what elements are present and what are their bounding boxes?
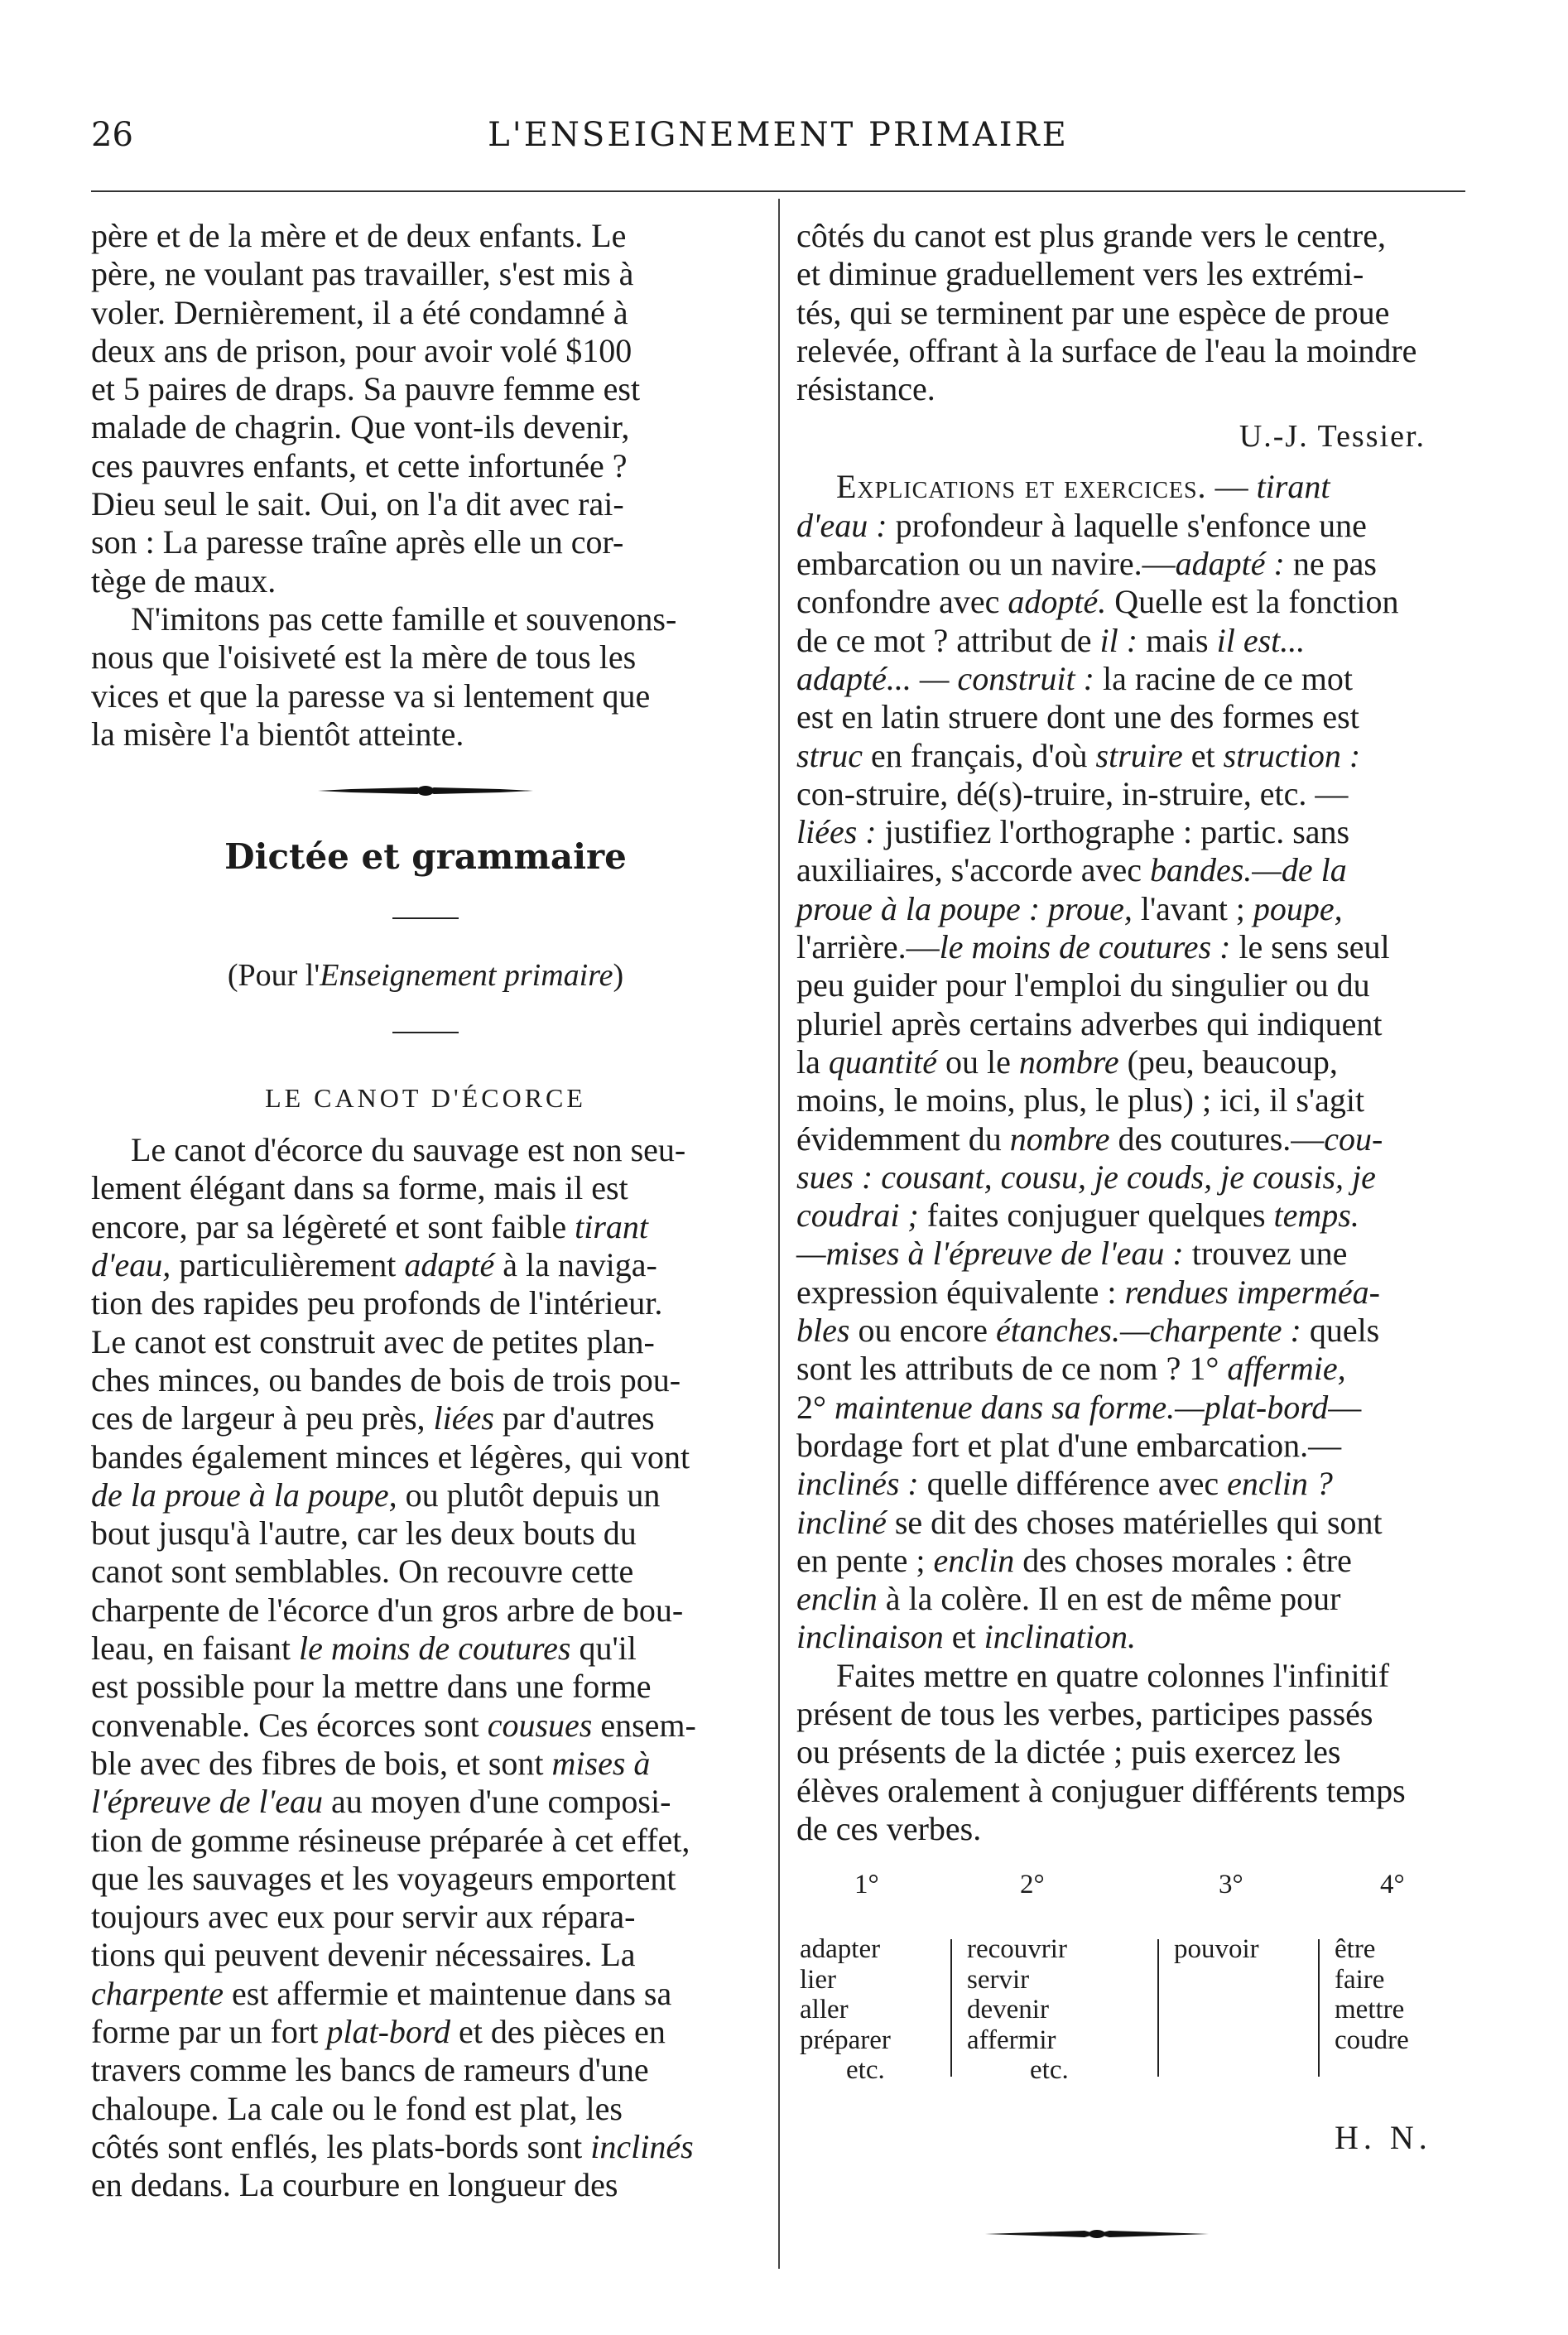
text-line: malade de chagrin. Que vont-ils devenir, — [91, 408, 630, 446]
table-divider — [1157, 1939, 1159, 2077]
text-line: 2° maintenue dans sa forme.—plat-bord— — [796, 1388, 1362, 1426]
running-title: L'ENSEIGNEMENT PRIMAIRE — [488, 116, 1069, 154]
short-rule — [392, 917, 459, 919]
text-line: l'épreuve de l'eau au moyen d'une composi- — [91, 1783, 671, 1821]
text-line: bordage fort et plat d'une embarcation.— — [796, 1426, 1342, 1464]
table-cell: être — [1335, 1934, 1376, 1965]
table-column-3 — [1174, 1934, 1306, 1965]
text-line: côtés du canot est plus grande vers le centre, — [796, 217, 1386, 254]
text-line: tés, qui se terminent par une espèce de proue — [796, 293, 1390, 331]
end-ornament-icon — [985, 2227, 1209, 2241]
text-line: ches minces, ou bandes de bois de trois pou- — [91, 1360, 681, 1399]
table-cell: adapter — [800, 1934, 881, 1965]
source-suffix: ) — [613, 958, 624, 994]
text-line: en dedans. La courbure en longueur des — [91, 2166, 618, 2204]
text-line: relevée, offrant à la surface de l'eau la moindre — [796, 331, 1417, 369]
text-line: Explications et exercices. — tirant — [836, 468, 1330, 506]
table-cell: etc. — [846, 2055, 885, 2086]
table-cell: aller — [800, 1995, 849, 2025]
paragraph-explanations — [796, 468, 1465, 1656]
text-line: peu guider pour l'emploi du singulier ou du — [796, 966, 1370, 1004]
article-title: LE CANOT D'ÉCORCE — [265, 1083, 586, 1114]
text-line: lement élégant dans sa forme, mais il est — [91, 1169, 628, 1207]
text-line: canot sont semblables. On recouvre cette — [91, 1553, 634, 1591]
table-column-2 — [967, 1934, 1116, 2086]
table-header: 2° — [1020, 1870, 1045, 1900]
table-cell: faire — [1335, 1964, 1385, 1995]
text-line: Faites mettre en quatre colonnes l'infinitif — [836, 1656, 1390, 1694]
text-line: la misère l'a bientôt atteinte. — [91, 715, 464, 753]
ornament-rule-icon — [318, 784, 533, 797]
table-header: 1° — [854, 1870, 879, 1900]
table-cell: servir — [967, 1964, 1030, 1995]
text-line: enclin à la colère. Il en est de même pour — [796, 1580, 1341, 1618]
text-line: adapté... — construit : la racine de ce mot — [796, 659, 1354, 697]
text-line: expression équivalente : rendues imperméa- — [796, 1273, 1380, 1311]
text-line: charpente de l'écorce d'un gros arbre de bou- — [91, 1591, 684, 1629]
table-header: 3° — [1219, 1870, 1243, 1900]
text-line: ces de largeur à peu près, liées par d'autres — [91, 1399, 655, 1437]
paragraph-dictation-end — [796, 217, 1465, 408]
text-line: est possible pour la mettre dans une forme — [91, 1668, 652, 1706]
paragraph-dictation — [91, 1131, 760, 2204]
text-line: tions qui peuvent devenir nécessaires. La — [91, 1936, 636, 1974]
text-line: con-struire, dé(s)-truire, in-struire, etc. — — [796, 774, 1349, 812]
text-line: ces pauvres enfants, et cette infortunée ? — [91, 446, 628, 484]
text-line: inclinés : quelle différence avec enclin ? — [796, 1465, 1333, 1503]
text-line: en pente ; enclin des choses morales : être — [796, 1541, 1352, 1579]
text-line: forme par un fort plat-bord et des pièces en — [91, 2012, 666, 2050]
text-line: présent de tous les verbes, participes passés — [796, 1694, 1373, 1732]
table-column-4 — [1335, 1934, 1459, 2055]
source-publication: Enseignement primaire — [320, 958, 613, 994]
text-line: charpente est affermie et maintenue dans sa — [91, 1974, 672, 2012]
text-line: chaloupe. La cale ou le fond est plat, les — [91, 2089, 623, 2127]
table-cell: affermir — [967, 2024, 1056, 2055]
text-line: leau, en faisant le moins de coutures qu'il — [91, 1630, 637, 1668]
text-line: est en latin struere dont une des formes est — [796, 698, 1359, 736]
ornament-divider — [91, 753, 760, 828]
text-line: et diminue graduellement vers les extrémi- — [796, 255, 1364, 293]
paragraph-exercise — [796, 1657, 1465, 1848]
explanations-label: Explications et exercices. — [836, 468, 1207, 506]
text-line: convenable. Ces écorces sont cousues ensem- — [91, 1706, 696, 1744]
text-line: Le canot d'écorce du sauvage est non seu- — [131, 1131, 686, 1169]
text-line: Dieu seul le sait. Oui, on l'a dit avec rai- — [91, 485, 624, 523]
text-line: sont les attributs de ce nom ? 1° affermie, — [796, 1350, 1346, 1388]
text-line: tion de gomme résineuse préparée à cet effet, — [91, 1821, 690, 1859]
page-header — [91, 116, 1465, 166]
verb-table — [796, 1870, 1465, 2143]
table-cell: devenir — [967, 1995, 1049, 2025]
text-line: son : La paresse traîne après elle un cor- — [91, 523, 624, 561]
text-line: tion des rapides peu profonds de l'intérieur. — [91, 1284, 663, 1322]
right-column — [796, 217, 1465, 2143]
text-line: vices et que la paresse va si lentement que — [91, 676, 651, 715]
text-line: confondre avec adopté. Quelle est la fonction — [796, 583, 1399, 621]
table-cell: préparer — [800, 2024, 891, 2055]
author-signature: U.-J. Tessier. — [1239, 419, 1426, 455]
text-line: bout jusqu'à l'autre, car les deux bouts du — [91, 1514, 637, 1553]
table-divider — [950, 1939, 952, 2077]
text-line: incliné se dit des choses matérielles qui sont — [796, 1503, 1383, 1541]
table-cell: pouvoir — [1174, 1934, 1259, 1965]
table-cell: etc. — [1030, 2055, 1069, 2086]
text-line: coudrai ; faites conjuguer quelques temps. — [796, 1196, 1359, 1235]
table-cell: recouvrir — [967, 1934, 1067, 1965]
table-divider — [1318, 1939, 1320, 2077]
table-cell: lier — [800, 1964, 836, 1995]
source-prefix: (Pour l' — [227, 958, 320, 994]
table-header: 4° — [1380, 1870, 1405, 1900]
text-line: bandes également minces et légères, qui vont — [91, 1437, 690, 1476]
table-cell: mettre — [1335, 1995, 1405, 2025]
text-line: la quantité ou le nombre (peu, beaucoup, — [796, 1042, 1338, 1081]
text-line: struc en français, d'où struire et struction : — [796, 736, 1361, 774]
text-line: et 5 paires de draps. Sa pauvre femme est — [91, 370, 641, 408]
text-line: Le canot est construit avec de petites plan- — [91, 1322, 655, 1360]
text-line: père et de la mère et de deux enfants. Le — [91, 217, 627, 254]
paragraph-family — [91, 217, 760, 600]
text-line: liées : justifiez l'orthographe : partic. sans — [796, 813, 1350, 851]
text-line: sues : cousant, cousu, je couds, je cousis, je — [796, 1158, 1376, 1196]
text-line: tège de maux. — [91, 561, 277, 599]
text-line: que les sauvages et les voyageurs emportent — [91, 1859, 676, 1897]
text-line: père, ne voulant pas travailler, s'est mis à — [91, 255, 634, 293]
text-line: nous que l'oisiveté est la mère de tous les — [91, 638, 637, 676]
text-line: toujours avec eux pour servir aux répara- — [91, 1898, 636, 1936]
left-column — [91, 217, 760, 2204]
column-divider — [778, 199, 780, 2269]
text-line: pluriel après certains adverbes qui indiquent — [796, 1004, 1383, 1042]
text-line: bles ou encore étanches.—charpente : quels — [796, 1312, 1380, 1350]
text-line: —mises à l'épreuve de l'eau : trouvez une — [796, 1235, 1348, 1273]
text-line: ble avec des fibres de bois, et sont mises à — [91, 1744, 651, 1782]
text-line: ou présents de la dictée ; puis exercez les — [796, 1733, 1341, 1771]
text-line: voler. Dernièrement, il a été condamné à — [91, 293, 628, 331]
text-line: auxiliaires, s'accorde avec bandes.—de la — [796, 851, 1347, 889]
text-line: inclinaison et inclination. — [796, 1618, 1136, 1656]
text-line: de la proue à la poupe, ou plutôt depuis un — [91, 1476, 661, 1514]
text-line: encore, par sa légèreté et sont faible tirant — [91, 1207, 649, 1245]
text-line: proue à la poupe : proue, l'avant ; poupe, — [796, 889, 1343, 927]
text-line: élèves oralement à conjuguer différents temps — [796, 1771, 1406, 1809]
text-line: deux ans de prison, pour avoir volé $100 — [91, 331, 632, 369]
text-line: de ce mot ? attribut de il : mais il est... — [796, 621, 1306, 659]
text-line: travers comme les bancs de rameurs d'une — [91, 2051, 649, 2089]
paragraph-moral — [91, 600, 760, 753]
section-title: Dictée et grammaire — [224, 836, 627, 878]
text-line: d'eau, particulièrement adapté à la naviga- — [91, 1246, 657, 1284]
page-number: 26 — [91, 116, 133, 154]
text-line: l'arrière.—le moins de coutures : le sens seul — [796, 928, 1390, 966]
short-rule — [392, 1032, 459, 1033]
text-line: évidemment du nombre des coutures.—cou- — [796, 1119, 1383, 1158]
text-line: de ces verbes. — [796, 1809, 982, 1847]
text-line: N'imitons pas cette famille et souvenons- — [131, 599, 677, 638]
author-initials: H. N. — [1335, 2119, 1432, 2156]
table-column-1 — [800, 1934, 940, 2086]
header-rule — [91, 190, 1465, 192]
text-line: embarcation ou un navire.—adapté : ne pas — [796, 545, 1377, 583]
text-line: résistance. — [796, 370, 936, 408]
text-line: moins, le moins, plus, le plus) ; ici, il s'agit — [796, 1081, 1365, 1119]
text-line: côtés sont enflés, les plats-bords sont inclinés — [91, 2127, 694, 2165]
source-line — [91, 951, 760, 1000]
table-cell: coudre — [1335, 2024, 1409, 2055]
text-line: d'eau : profondeur à laquelle s'enfonce une — [796, 506, 1367, 544]
